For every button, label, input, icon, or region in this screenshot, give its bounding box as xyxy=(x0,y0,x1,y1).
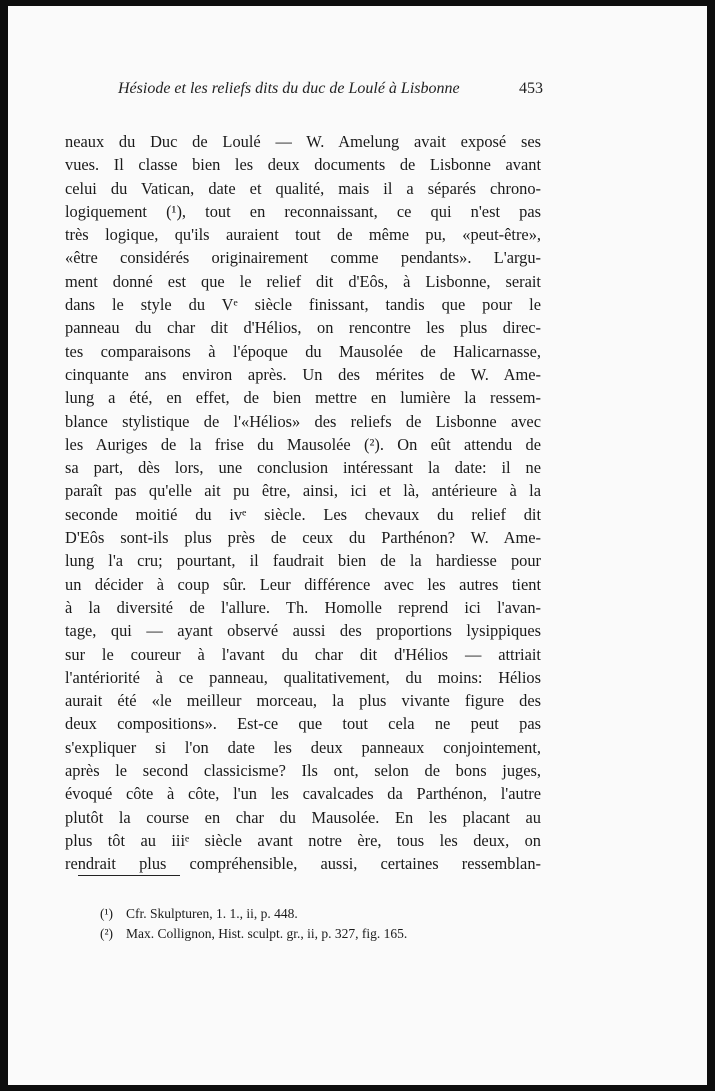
text-line: lung l'a cru; pourtant, il faudrait bien de la hardiesse pour xyxy=(65,551,541,571)
text-line: un décider à coup sûr. Leur différence avec les autres tient xyxy=(65,574,541,594)
text-line: dans le style du Vᵉ siècle finissant, tandis que pour le xyxy=(65,295,541,315)
page-number: 453 xyxy=(519,80,543,97)
text-line: neaux du Duc de Loulé — W. Amelung avait exposé ses xyxy=(65,132,541,151)
text-line: sa part, dès lors, une conclusion intéressant la date: il ne xyxy=(65,458,541,478)
text-line: lung a été, en effet, de bien mettre en lumière la ressem- xyxy=(65,388,541,408)
text-line: plus tôt au iiiᵉ siècle avant notre ère, tous les deux, on xyxy=(65,830,541,850)
text-line: panneau du char dit d'Hélios, on rencontre les plus direc- xyxy=(65,318,541,338)
text-line: seconde moitié du ivᵉ siècle. Les chevaux du relief dit xyxy=(65,504,541,524)
text-line: rendrait plus compréhensible, aussi, certaines ressemblan- xyxy=(65,854,541,874)
text-line: évoqué côte à côte, l'un les cavalcades da Parthénon, l'autre xyxy=(65,784,541,804)
text-line: après le second classicisme? Ils ont, selon de bons juges, xyxy=(65,761,541,781)
body-text xyxy=(65,130,541,876)
text-line: ment donné est que le relief dit d'Eôs, à Lisbonne, serait xyxy=(65,271,541,291)
text-line: blance stylistique de l'«Hélios» des reliefs de Lisbonne avec xyxy=(65,411,541,431)
text-line: vues. Il classe bien les deux documents de Lisbonne avant xyxy=(65,155,541,175)
text-line: sur le coureur à l'avant du char dit d'Hélios — attriait xyxy=(65,644,541,664)
footnote-2 xyxy=(100,926,407,942)
text-line: paraît pas qu'elle ait pu être, ainsi, ici et là, antérieure à la xyxy=(65,481,541,501)
text-line: s'expliquer si l'on date les deux panneaux conjointement, xyxy=(65,737,541,757)
running-header xyxy=(118,80,543,104)
text-line: tage, qui — ayant observé aussi des proportions lysippiques xyxy=(65,621,541,641)
text-line: «être considérés originairement comme pendants». L'argu- xyxy=(65,248,541,268)
text-line: logiquement (¹), tout en reconnaissant, ce qui n'est pas xyxy=(65,201,541,221)
footnote-marker: (²) xyxy=(100,926,114,941)
text-line: les Auriges de la frise du Mausolée (²). On eût attendu de xyxy=(65,434,541,454)
text-line: à la diversité de l'allure. Th. Homolle reprend ici l'avan- xyxy=(65,597,541,617)
text-line: deux compositions». Est-ce que tout cela ne peut pas xyxy=(65,714,541,734)
footnote-rule xyxy=(78,875,180,876)
text-line: aurait été «le meilleur morceau, la plus vivante figure des xyxy=(65,691,541,711)
text-line: très logique, qu'ils auraient tout de même pu, «peut-être», xyxy=(65,225,541,245)
footnote-text: Cfr. Skulpturen, 1. 1., ii, p. 448. xyxy=(126,906,298,921)
text-line: plutôt la course en char du Mausolée. En les placant au xyxy=(65,807,541,827)
footnote-1 xyxy=(100,906,298,922)
text-line: cinquante ans environ après. Un des mérites de W. Ame- xyxy=(65,364,541,384)
text-line: D'Eôs sont-ils plus près de ceux du Parthénon? W. Ame- xyxy=(65,528,541,548)
footnote-text: Max. Collignon, Hist. sculpt. gr., ii, p. 327, fig. 165. xyxy=(126,926,408,941)
text-line: tes comparaisons à l'époque du Mausolée de Halicarnasse, xyxy=(65,341,541,361)
text-line: l'antériorité à ce panneau, qualitativement, du moins: Hélios xyxy=(65,667,541,687)
text-line: celui du Vatican, date et qualité, mais il a séparés chrono- xyxy=(65,178,541,198)
running-title: Hésiode et les reliefs dits du duc de Loulé à Lisbonne xyxy=(118,80,460,97)
footnote-marker: (¹) xyxy=(100,906,114,921)
